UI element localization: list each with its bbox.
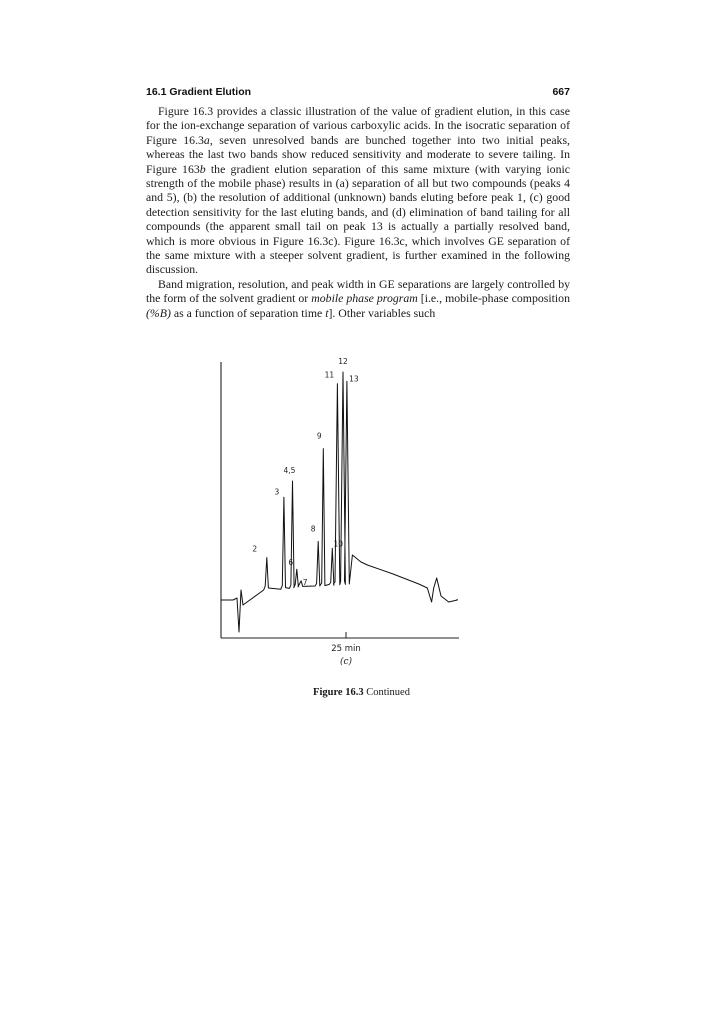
text-run: as a function of separation time [170,305,326,320]
page-number: 667 [552,86,570,98]
text-run: a [203,132,210,147]
caption-label: Figure 16.3 [313,687,364,698]
peak-label-6: 6 [288,558,294,568]
peak-label-3: 3 [274,487,280,497]
text-run: b [199,161,206,176]
panel-label: (c) [339,657,353,667]
chromatogram-trace [221,372,457,632]
text-run: ]. Other variables such [328,305,436,320]
peak-label-10: 10 [333,539,344,549]
x-tick-label: 25 min [331,644,361,654]
peak-label-12: 12 [338,357,348,366]
text-run: mobile phase program [311,291,418,306]
text-run: [i.e., mobile-phase composition [417,291,570,306]
figure-caption [0,687,723,698]
text-run: (%B) [146,305,171,320]
caption-text: Continued [366,687,410,698]
peak-label-8: 8 [310,524,316,534]
paragraph-1 [146,104,570,277]
peak-label-13: 13 [349,374,359,384]
section-title: 16.1 Gradient Elution [146,86,252,98]
text-run: , seven unresolved bands are bunched together into two initial peaks, whereas the last two bands show reduced sensitivity and moderate to severe tailing. In Figure 163 [146,132,570,176]
body-text [146,104,570,320]
chromatogram-figure [215,350,465,670]
text-run: the gradient elution separation of this same mixture (with varying ionic strength of the mobile phase) results in (a) separation of all but two compounds (peaks 4 and 5), (b) the resolution of additional (unknown) bands eluting before peak 1, (c) good detection sensitivity for the last eluting bands, and (d) elimination of band tailing for all compounds (the apparent small tail on peak 13 is actually a partially resolved band, which is more obvious in Figure 16.3c). Figure 16.3c, which involves GE separation of the same mixture with a steeper solvent gradient, is further examined in the following discussion. [146,161,570,277]
peak-label-11: 11 [324,370,335,380]
paragraph-2 [146,277,570,320]
peak-label-7: 7 [302,577,308,587]
peak-label-2: 2 [252,544,258,554]
chromatogram-svg [215,350,465,670]
text-run: t [325,305,329,320]
text-run: Band migration, resolution, and peak width in GE separations are largely controlled by the form of the solvent gradient or [146,276,570,306]
peak-label-4-5: 4,5 [283,466,296,475]
peak-label-9: 9 [316,431,322,441]
text-run: Figure 16.3 provides a classic illustration of the value of gradient elution, in this case for the ion-exchange separation of various carboxylic acids. In the isocratic separation of Figure 16.3 [146,104,570,147]
